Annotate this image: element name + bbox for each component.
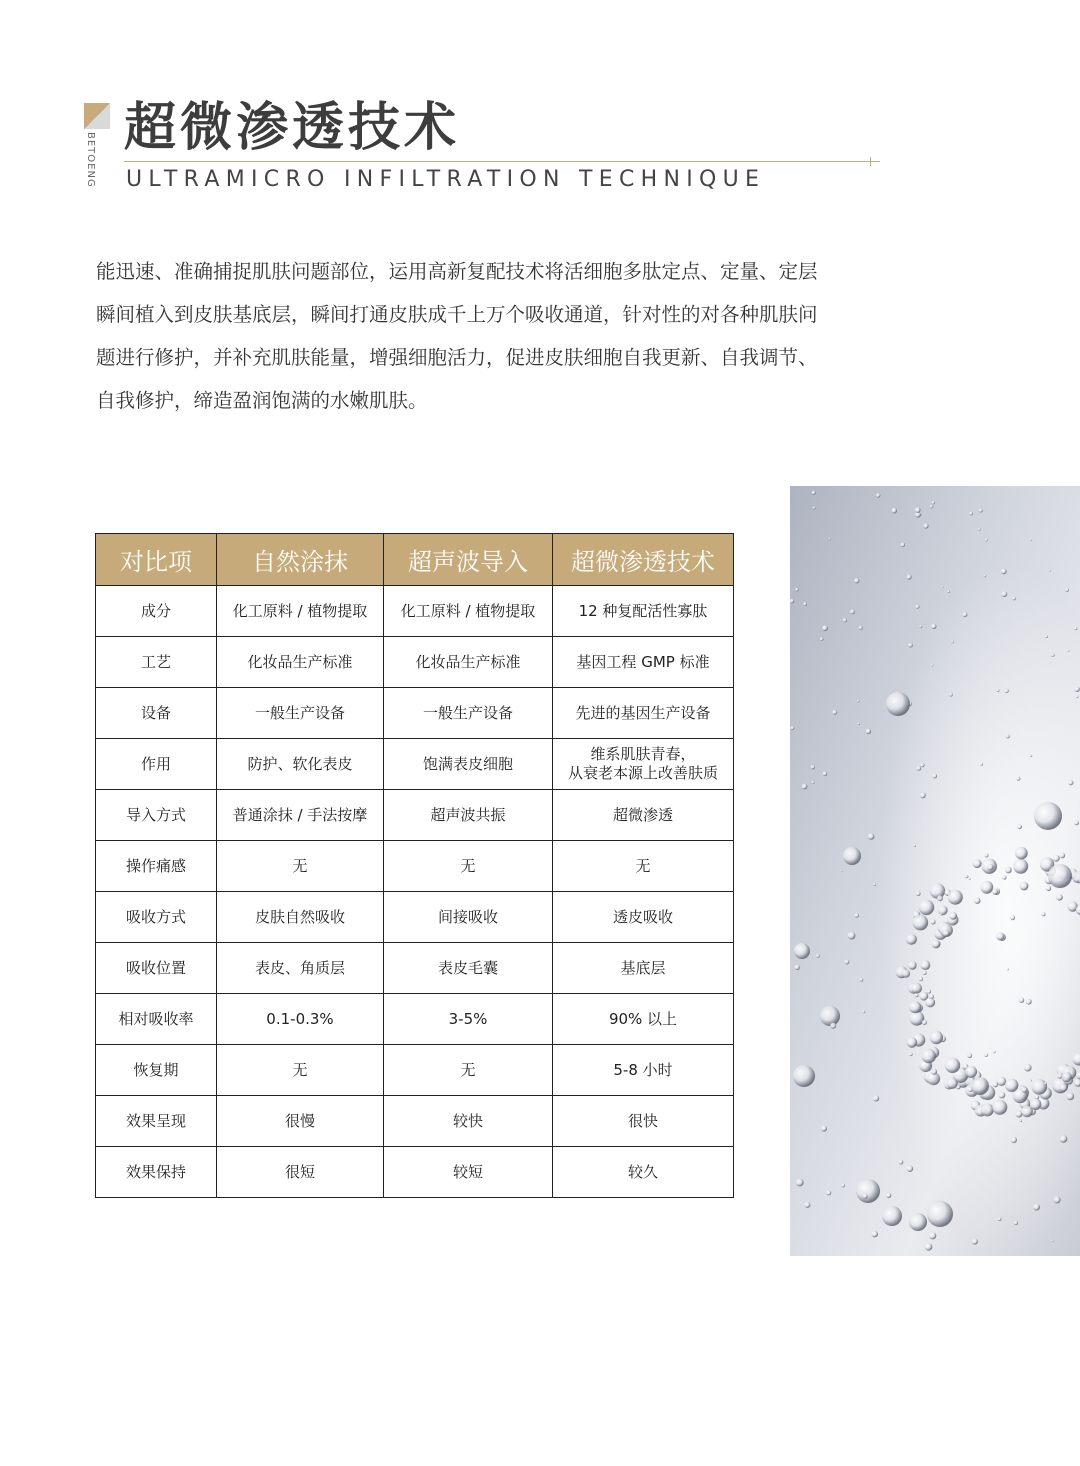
row-label-cell: 操作痛感 <box>96 841 217 892</box>
bubble <box>1074 627 1077 630</box>
intro-line: 瞬间植入到皮肤基底层，瞬间打通皮肤成千上万个吸收通道，针对性的对各种肌肤问 <box>96 303 818 326</box>
table-cell: 较快 <box>384 1096 553 1147</box>
bubble <box>913 844 916 847</box>
bubble <box>1024 1064 1032 1072</box>
table-row <box>96 688 734 739</box>
bubble <box>1034 802 1062 830</box>
row-label-cell: 工艺 <box>96 637 217 688</box>
bubble <box>822 625 828 631</box>
bubble <box>907 1165 914 1172</box>
bubble <box>794 943 810 959</box>
bubble <box>906 934 917 945</box>
table-cell: 12 种复配活性寡肽 <box>553 586 734 637</box>
header-cell: 超微渗透技术 <box>553 534 734 586</box>
bubble <box>841 1184 845 1188</box>
header-cell: 超声波导入 <box>384 534 553 586</box>
bubble <box>945 1058 960 1073</box>
table-cell: 表皮、角质层 <box>217 943 384 994</box>
bubble <box>1017 824 1022 829</box>
bubble <box>921 960 931 970</box>
bubble <box>873 883 876 886</box>
table-row <box>96 586 734 637</box>
title-divider-tick <box>870 157 871 166</box>
table-cell: 无 <box>217 841 384 892</box>
intro-line: 题进行修护，并补充肌肤能量，增强细胞活力，促进皮肤细胞自我更新、自我调节、 <box>96 346 818 369</box>
table-row <box>96 943 734 994</box>
bubble <box>929 1232 936 1239</box>
bubble <box>985 539 988 542</box>
bubble <box>891 508 897 514</box>
bubble <box>987 864 993 870</box>
bubble <box>908 961 917 970</box>
bubble <box>854 578 859 583</box>
bubble <box>1019 998 1024 1003</box>
bubble <box>856 1179 880 1203</box>
bubble <box>998 1217 1002 1221</box>
bubble <box>1059 853 1065 859</box>
header-cell: 对比项 <box>96 534 217 586</box>
bubble <box>1015 847 1028 860</box>
bubble <box>1056 894 1063 901</box>
page-subtitle-en: ULTRAMICRO INFILTRATION TECHNIQUE <box>126 167 766 192</box>
bubble <box>1067 1093 1075 1101</box>
bubble <box>902 970 910 978</box>
bubble <box>930 1031 943 1044</box>
bubble <box>965 875 969 879</box>
table-row <box>96 1096 734 1147</box>
bubble <box>1067 650 1069 652</box>
bubble <box>866 729 871 734</box>
bubble <box>795 965 800 970</box>
bubble <box>999 1092 1006 1099</box>
bubble <box>922 1049 936 1063</box>
row-label-cell: 设备 <box>96 688 217 739</box>
bubble <box>841 870 843 872</box>
bubble <box>962 612 967 617</box>
table-cell: 无 <box>217 1045 384 1096</box>
intro-line: 自我修护，缔造盈润饱满的水嫩肌肤。 <box>96 389 428 412</box>
bubble <box>821 1126 827 1132</box>
table-header-row <box>96 534 734 586</box>
bubble <box>1060 1135 1068 1143</box>
bubble <box>927 1201 953 1227</box>
title-divider <box>124 161 880 162</box>
bubble <box>899 1160 904 1165</box>
bubble <box>876 493 880 497</box>
bubble <box>932 501 935 504</box>
bubble <box>908 643 913 648</box>
bubble <box>871 1231 878 1238</box>
table-cell: 超声波共振 <box>384 790 553 841</box>
bubble <box>1030 755 1033 758</box>
bubble <box>930 883 945 898</box>
bubble <box>791 726 795 730</box>
bubble <box>1045 635 1048 638</box>
bubble <box>1005 867 1012 874</box>
table-cell: 无 <box>384 841 553 892</box>
bubble <box>985 1054 988 1057</box>
bubble <box>932 940 941 949</box>
bubble <box>1060 1084 1067 1091</box>
cell-line: 维系肌肤青春， <box>590 745 696 763</box>
bubble <box>923 971 927 975</box>
bubble <box>997 1077 1006 1086</box>
bubble <box>1012 597 1015 600</box>
row-label-cell: 导入方式 <box>96 790 217 841</box>
bubble <box>1051 653 1055 657</box>
table-row <box>96 1147 734 1198</box>
table-cell: 化工原料 / 植物提取 <box>217 586 384 637</box>
bubble <box>974 898 980 904</box>
bubble <box>1013 859 1028 874</box>
bubble <box>915 507 921 513</box>
bubble <box>931 664 933 666</box>
bubble <box>949 912 957 920</box>
bubble <box>927 990 931 994</box>
bubble <box>868 833 875 840</box>
table-cell: 基底层 <box>553 943 734 994</box>
bubble <box>1020 882 1029 891</box>
bubble <box>812 781 815 784</box>
bubble <box>826 1190 831 1195</box>
bubble <box>813 507 816 510</box>
bubble <box>843 847 861 865</box>
bubble <box>1068 780 1073 785</box>
bubble <box>816 954 820 958</box>
bubble <box>1001 591 1007 597</box>
table-row <box>96 739 734 790</box>
table-cell: 基因工程 GMP 标准 <box>553 637 734 688</box>
bubble <box>802 784 808 790</box>
bubble <box>907 1037 918 1048</box>
bubble <box>1005 689 1009 693</box>
bubble <box>980 881 993 894</box>
bubble <box>925 997 935 1007</box>
bubble <box>919 900 934 915</box>
bubble <box>981 1103 994 1116</box>
bubble <box>996 689 999 692</box>
bubble <box>873 1095 879 1101</box>
bubble <box>820 1006 840 1026</box>
bubble <box>931 624 936 629</box>
bubble <box>1014 1221 1018 1225</box>
row-label-cell: 恢复期 <box>96 1045 217 1096</box>
bubble <box>863 1194 868 1199</box>
table-cell: 先进的基因生产设备 <box>553 688 734 739</box>
table-cell <box>553 739 734 790</box>
bubble <box>829 538 831 540</box>
bubble <box>857 723 860 726</box>
comparison-table <box>95 533 734 1198</box>
bubble <box>971 1077 989 1095</box>
bubble <box>938 906 948 916</box>
table-cell: 饱满表皮细胞 <box>384 739 553 790</box>
bubble <box>1030 1099 1041 1110</box>
bubble <box>844 960 849 965</box>
bubble <box>1062 1072 1072 1082</box>
table-cell: 很快 <box>553 1096 734 1147</box>
table-cell: 5-8 小时 <box>553 1045 734 1096</box>
bubble <box>916 891 921 896</box>
bubble <box>1032 1079 1048 1095</box>
bubble <box>1002 875 1006 879</box>
bubble <box>1074 687 1079 692</box>
bubble <box>969 512 973 516</box>
intro-line: 能迅速、准确捕捉肌肤问题部位，运用高新复配技术将活细胞多肽定点、定量、定层 <box>96 260 818 283</box>
bubble <box>980 763 983 766</box>
bubble <box>843 618 847 622</box>
bubble <box>886 1193 891 1198</box>
table-cell: 较短 <box>384 1147 553 1198</box>
table-cell: 间接吸收 <box>384 892 553 943</box>
bubble <box>949 693 953 697</box>
table-cell: 皮肤自然吸收 <box>217 892 384 943</box>
bubble <box>1049 570 1051 572</box>
bubble <box>929 994 934 999</box>
page-title: 超微渗透技术 <box>124 98 461 158</box>
bubble <box>920 793 926 799</box>
header-cell: 自然涂抹 <box>217 534 384 586</box>
bubble <box>932 774 937 779</box>
table-cell: 普通涂抹 / 手法按摩 <box>217 790 384 841</box>
bubble <box>937 895 943 901</box>
table-cell: 3-5% <box>384 994 553 1045</box>
table-cell: 很短 <box>217 1147 384 1198</box>
bubble <box>857 700 860 703</box>
intro-paragraph <box>96 250 896 422</box>
row-label-cell: 效果保持 <box>96 1147 217 1198</box>
bubble <box>795 588 798 591</box>
bubble <box>820 637 824 641</box>
bubble <box>922 1020 927 1025</box>
bubble <box>1076 696 1079 699</box>
row-label-cell: 相对吸收率 <box>96 994 217 1045</box>
bubble <box>811 765 815 769</box>
bubble <box>1074 821 1079 826</box>
bubble <box>985 854 989 858</box>
table-cell: 超微渗透 <box>553 790 734 841</box>
cell-line: 从衰老本源上改善肤质 <box>567 764 718 782</box>
bubble <box>972 1239 978 1245</box>
bubble <box>803 602 807 606</box>
bubble <box>919 977 923 981</box>
bubble <box>1065 588 1069 592</box>
bubble <box>909 1053 912 1056</box>
bubble <box>930 505 933 508</box>
bubble <box>909 1001 921 1013</box>
row-label-cell: 作用 <box>96 739 217 790</box>
bubble <box>793 1065 815 1087</box>
table-row <box>96 892 734 943</box>
bubble <box>1026 999 1032 1005</box>
bubble <box>1011 1137 1017 1143</box>
bubble <box>1051 1240 1053 1242</box>
bubble <box>993 1082 998 1087</box>
table-cell: 化妆品生产标准 <box>217 637 384 688</box>
bubble <box>848 932 856 940</box>
table-cell: 90% 以上 <box>553 994 734 1045</box>
bubble <box>1033 1204 1040 1211</box>
table-cell: 无 <box>553 841 734 892</box>
bubble <box>930 919 935 924</box>
bubble <box>804 1202 810 1208</box>
bubble <box>915 605 919 609</box>
bubble <box>1054 1196 1061 1203</box>
brand-vertical-text: BETOENG <box>85 132 96 188</box>
bubble <box>978 528 981 531</box>
bubble <box>1022 1087 1028 1093</box>
bubble <box>925 1243 932 1250</box>
table-row <box>96 637 734 688</box>
bubble <box>909 1213 927 1231</box>
row-label-cell: 吸收位置 <box>96 943 217 994</box>
bubble <box>1041 912 1045 916</box>
bubble <box>1053 855 1060 862</box>
bubble <box>979 509 983 513</box>
table-cell: 化妆品生产标准 <box>384 637 553 688</box>
bubble <box>996 932 1004 940</box>
bubble <box>854 913 859 918</box>
bubble <box>992 1100 1007 1115</box>
bubble <box>1046 886 1051 891</box>
bubble <box>862 1010 865 1013</box>
bubble <box>859 626 863 630</box>
table-cell: 0.1-0.3% <box>217 994 384 1045</box>
bubble <box>931 1069 937 1075</box>
bubble <box>947 1078 958 1089</box>
table-cell: 化工原料 / 植物提取 <box>384 586 553 637</box>
bubble <box>919 625 922 628</box>
table-row <box>96 1045 734 1096</box>
bubble <box>886 692 910 716</box>
bubble <box>923 523 928 528</box>
bubble <box>832 710 837 715</box>
bubble <box>984 575 987 578</box>
bubble <box>947 590 950 593</box>
bubble <box>907 574 912 579</box>
bubble <box>901 543 906 548</box>
brand-logo-mark <box>84 103 110 129</box>
bubble <box>951 641 954 644</box>
bubble <box>812 491 816 495</box>
bubble <box>1006 734 1010 738</box>
bubble <box>1048 864 1072 888</box>
bubble <box>790 599 794 603</box>
bubble <box>967 1053 972 1058</box>
bubble <box>1016 777 1020 781</box>
bubble <box>796 1179 804 1187</box>
table-cell: 很慢 <box>217 1096 384 1147</box>
bubble <box>916 766 921 771</box>
table-cell: 较久 <box>553 1147 734 1198</box>
bubble <box>1007 968 1009 970</box>
row-label-cell: 效果呈现 <box>96 1096 217 1147</box>
bubble <box>1010 915 1015 920</box>
table-cell: 表皮毛囊 <box>384 943 553 994</box>
bubble <box>942 586 944 588</box>
bubble <box>993 1051 996 1054</box>
bubble <box>913 915 929 931</box>
bubble <box>850 610 855 615</box>
row-label-cell: 成分 <box>96 586 217 637</box>
bubbles-photo <box>790 486 1080 1256</box>
bubble <box>920 763 924 767</box>
table-cell: 一般生产设备 <box>384 688 553 739</box>
table-row <box>96 790 734 841</box>
bubble <box>860 978 864 982</box>
bubble <box>1044 1082 1047 1085</box>
table-row <box>96 994 734 1045</box>
bubble <box>943 930 950 937</box>
bubble <box>992 889 998 895</box>
bubble <box>910 1011 925 1026</box>
bubble <box>830 1023 836 1029</box>
bubble <box>882 1206 902 1226</box>
bubble <box>1001 568 1007 574</box>
row-label-cell: 吸收方式 <box>96 892 217 943</box>
bubble <box>911 983 922 994</box>
bubble <box>1030 539 1032 541</box>
bubble <box>1005 1079 1018 1092</box>
bubble <box>1020 1119 1023 1122</box>
bubble <box>915 993 919 997</box>
table-cell: 一般生产设备 <box>217 688 384 739</box>
table-cell: 无 <box>384 1045 553 1096</box>
bubble <box>823 771 828 776</box>
bubble <box>948 890 963 905</box>
bubble <box>969 878 971 880</box>
table-cell: 透皮吸收 <box>553 892 734 943</box>
table-cell: 防护、软化表皮 <box>217 739 384 790</box>
bubble <box>973 859 982 868</box>
table-row <box>96 841 734 892</box>
bubble <box>1030 1079 1032 1081</box>
bubble <box>965 1066 977 1078</box>
bubble <box>940 913 943 916</box>
